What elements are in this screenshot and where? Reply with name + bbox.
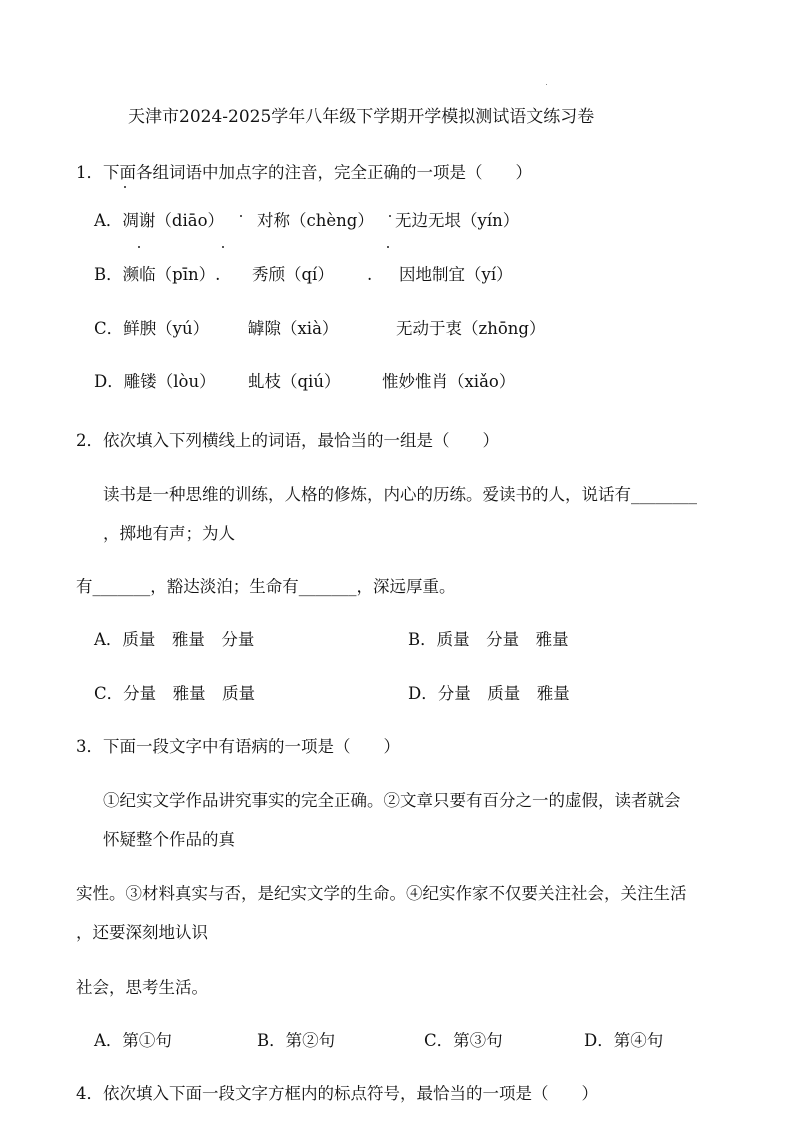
q3-option-b: B．第②句	[257, 1031, 336, 1050]
q1-option-a-2: 对称（chèng）	[257, 211, 374, 230]
q1-option-b-2: 秀颀（qí）	[252, 265, 334, 284]
q3-passage-line-3: 实性。③材料真实与否，是纪实文学的生命。④纪实作家不仅要关注社会，关注生活	[76, 884, 687, 903]
q1-option-b-1: B．濒临（pīn）.	[94, 265, 221, 284]
q1-option-d-2: 虬枝（qiú）	[248, 372, 341, 391]
q3-option-a: A．第①句	[94, 1031, 172, 1050]
question-3-stem: 3．下面一段文字中有语病的一项是（ ）	[76, 737, 400, 756]
q2-option-a: A．质量 雅量 分量	[94, 630, 255, 649]
q1-option-d-1: D．雕镂（lòu）	[94, 372, 216, 391]
q1-option-a-3: 无边无垠（yín）	[395, 211, 520, 230]
q2-option-d: D．分量 质量 雅量	[408, 684, 570, 703]
emphasis-dot	[389, 215, 391, 217]
q2-passage-line-1: 读书是一种思维的训练，人格的修炼，内心的历练。爱读书的人，说话有________	[103, 485, 697, 504]
q1-option-b-mark: .	[367, 265, 373, 284]
q1-option-d-3: 惟妙惟肖（xiǎo）	[382, 372, 516, 391]
q3-passage-line-4: ，还要深刻地认识	[76, 923, 208, 942]
q3-option-d: D．第④句	[584, 1031, 664, 1050]
question-1-stem: 1．下面各组词语中加点字的注音，完全正确的一项是（ ）	[76, 163, 532, 182]
q2-option-c: C．分量 雅量 质量	[94, 684, 256, 703]
emphasis-dot	[124, 186, 126, 188]
q2-option-b: B．质量 分量 雅量	[408, 630, 569, 649]
q3-passage-line-5: 社会，思考生活。	[76, 978, 208, 997]
page-title: 天津市2024-2025学年八年级下学期开学模拟测试语文练习卷	[128, 107, 595, 127]
q1-option-c-3: 无动于衷（zhōng）	[396, 319, 546, 338]
q1-option-c-2: 罅隙（xià）	[248, 319, 339, 338]
emphasis-dot	[222, 246, 224, 248]
emphasis-dot	[240, 215, 242, 217]
q2-passage-line-2: ，掷地有声；为人	[103, 524, 235, 543]
emphasis-dot	[138, 246, 140, 248]
q3-passage-line-1: ①纪实文学作品讲究事实的完全正确。②文章只要有百分之一的虚假，读者就会	[103, 791, 681, 810]
q1-option-a-1: A．凋谢（diāo）	[94, 211, 225, 230]
q2-passage-line-3: 有_______，豁达淡泊；生命有_______，深远厚重。	[76, 577, 456, 596]
question-4-stem: 4．依次填入下面一段文字方框内的标点符号，最恰当的一项是（ ）	[76, 1084, 598, 1103]
scan-speck	[546, 84, 547, 85]
q3-passage-line-2: 怀疑整个作品的真	[103, 830, 235, 849]
q3-option-c: C．第③句	[424, 1031, 503, 1050]
q1-option-b-3: 因地制宜（yí）	[399, 265, 513, 284]
emphasis-dot	[387, 246, 389, 248]
q1-option-c-1: C．鲜腴（yú）	[94, 319, 210, 338]
question-2-stem: 2．依次填入下列横线上的词语，最恰当的一组是（ ）	[76, 431, 499, 450]
